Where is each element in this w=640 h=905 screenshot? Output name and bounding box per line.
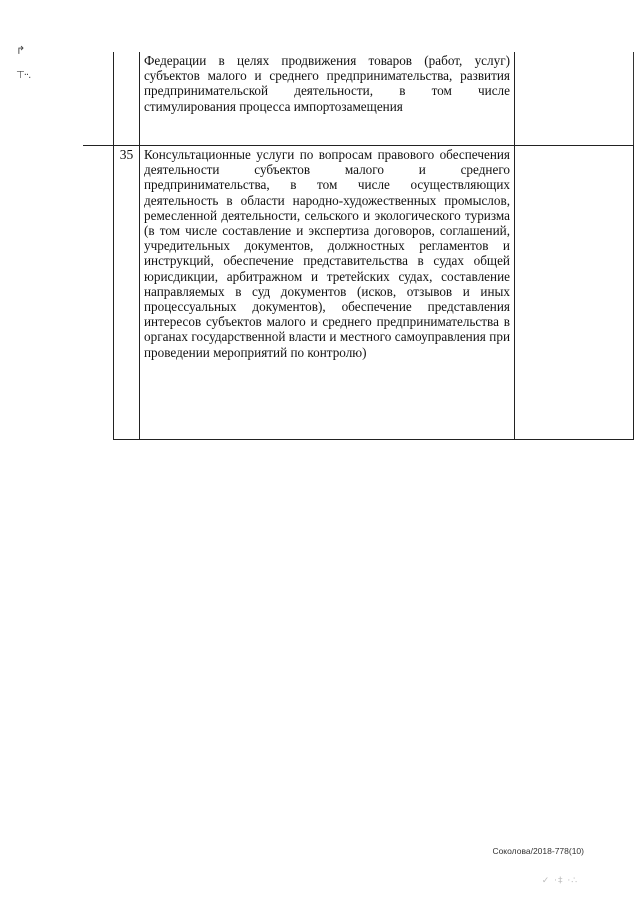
faint-stamp: ✓ ·‡ ·∴ <box>541 876 578 886</box>
row-number-cell <box>114 146 140 440</box>
empty-right-cell <box>515 52 634 146</box>
table-row <box>83 146 634 440</box>
service-description-cell <box>140 52 515 146</box>
row-number-cell <box>114 52 140 146</box>
empty-right-cell <box>515 146 634 440</box>
document-code: Соколова/2018-778(10) <box>492 846 584 856</box>
scan-mark-second: ⊤··. <box>16 70 31 81</box>
left-edge-cell <box>83 52 114 146</box>
left-edge-cell <box>83 146 114 440</box>
service-description: Консультационные услуги по вопросам правового обеспечения деятельности субъектов малого и среднего предпринимательства, в том числе осуществляющих деятельность в области народно-художественных промыслов, ремесленной деятельности, сельского и экологического туризма (в том числе составление и экспертиза договоров, соглашений, учредительных документов, должностных регламентов и инструкций, обеспечение представительства в судах общей юрисдикции, арбитражном и третейских судах, составление направляемых в суд документов (исков, отзывов и иных процессуальных документов), обеспечение представления интересов субъектов малого и среднего предпринимательства в органах государственной власти и местного самоуправления при проведении мероприятий по контролю) <box>144 147 510 360</box>
service-description: Федерации в целях продвижения товаров (работ, услуг) субъектов малого и среднего предпринимательства, развития предпринимательской деятельности, в том числе стимулирования процесса импортозамещения <box>144 53 510 114</box>
scan-mark-top: ↱ <box>16 44 26 57</box>
table-row <box>83 52 634 146</box>
service-description-cell <box>140 146 515 440</box>
row-number: 35 <box>119 147 134 162</box>
services-table <box>83 52 634 440</box>
row-number <box>114 52 139 53</box>
